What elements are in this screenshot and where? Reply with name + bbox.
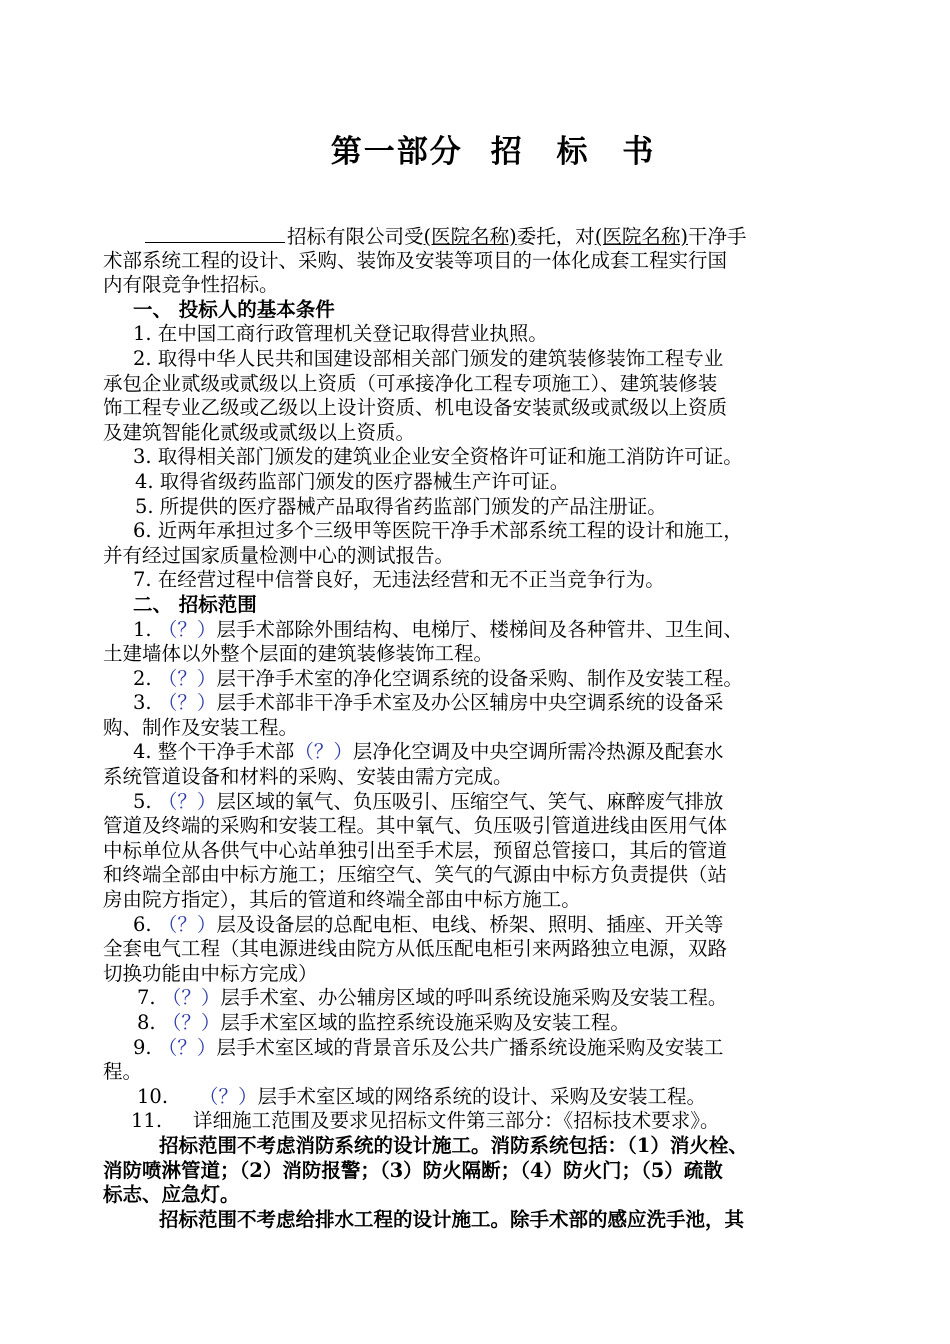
fire-exclusion-note: 招标范围不考虑消防系统的设计施工。消防系统包括：（1）消火栓、 [159,1133,748,1157]
scope-item-5-cont: 管道及终端的采购和安装工程。其中氧气、负压吸引管道进线由医用气体 [103,814,728,838]
scope-item-5-cont: 中标单位从各供气中心站单独引出至手术层，预留总管接口，其后的管道 [103,838,728,862]
condition-item-2-cont: 承包企业贰级或贰级以上资质（可承接净化工程专项施工）、建筑装修装 [103,371,718,395]
intro-line-1: 招标有限公司受(医院名称)委托，对(医院名称)干净手 [103,224,873,249]
scope-item-1-cont: 土建墙体以外整个层面的建筑装修装饰工程。 [103,642,494,666]
scope-item-5: 5. （？）层区域的氧气、负压吸引、压缩空气、笑气、麻醉废气排放 [133,789,724,813]
condition-item-2-cont: 及建筑智能化贰级或贰级以上资质。 [103,420,416,444]
document-body [103,224,873,1232]
intro-line-3: 内有限竞争性招标。 [103,273,279,297]
scope-item-3: 3. （？）层手术部非干净手术室及办公区辅房中央空调系统的设备采 [133,691,724,715]
scope-item-5-cont: 和终端全部由中标方施工；压缩空气、笑气的气源由中标方负责提供（站 [103,863,728,887]
floor-placeholder: （？） [294,740,353,764]
scope-item-9-cont: 程。 [103,1060,143,1084]
intro-line-2: 术部系统工程的设计、采购、装饰及安装等项目的一体化成套工程实行国 [103,248,728,272]
title-part: 第一部分 [330,134,463,170]
condition-item-2-cont: 饰工程专业乙级或乙级以上设计资质、机电设备安装贰级或贰级以上资质 [103,396,728,420]
floor-placeholder: （？） [157,912,217,936]
scope-item-4: 4. 整个干净手术部（？）层净化空调及中央空调所需冷热源及配套水 [133,740,724,764]
condition-item-6-cont: 并有经过国家质量检测中心的测试报告。 [103,543,455,567]
floor-placeholder: （？） [157,617,217,641]
scope-item-6-cont: 切换功能由中标方完成） [103,961,318,985]
floor-placeholder: （？） [161,1011,221,1034]
fire-exclusion-note-cont: 消防喷淋管道；（2）消防报警；（3）防火隔断；（4）防火门；（5）疏散 [103,1158,723,1182]
condition-item-4: 4. 取得省级药监部门颁发的医疗器械生产许可证。 [135,469,570,493]
scope-item-2: 2. （？）层干净手术室的净化空调系统的设备采购、制作及安装工程。 [133,666,743,690]
condition-item-6: 6. 近两年承担过多个三级甲等医院干净手术部系统工程的设计和施工， [133,519,743,543]
floor-placeholder: （？） [157,666,217,690]
floor-placeholder: （？） [157,789,217,813]
scope-item-4-cont: 系统管道设备和材料的采购、安装由需方完成。 [103,765,513,789]
fire-exclusion-note-cont: 标志、应急灯。 [103,1183,240,1207]
scope-item-11: 11. 详细施工范围及要求见招标文件第三部分：《招标技术要求》。 [131,1109,720,1133]
title-name: 招 标 书 [490,134,666,170]
company-name-blank [145,224,285,243]
floor-placeholder: （？） [157,1035,217,1059]
condition-item-2: 2. 取得中华人民共和国建设部相关部门颁发的建筑装修装饰工程专业 [133,346,724,370]
scope-item-3-cont: 购、制作及安装工程。 [103,715,299,739]
water-exclusion-note: 招标范围不考虑给排水工程的设计施工。除手术部的感应洗手池，其 [159,1207,745,1231]
condition-item-3: 3. 取得相关部门颁发的建筑业企业安全资格许可证和施工消防许可证。 [133,445,743,469]
floor-placeholder: （？） [199,1084,258,1108]
section-heading-2: 二、 招标范围 [133,592,257,616]
scope-item-5-cont: 房由院方指定），其后的管道和终端全部由中标方施工。 [103,888,581,912]
scope-item-7: 7. （？）层手术室、办公辅房区域的呼叫系统设施采购及安装工程。 [137,986,728,1010]
scope-item-9: 9. （？）层手术室区域的背景音乐及公共广播系统设施采购及安装工 [133,1035,724,1059]
scope-item-8: 8. （？）层手术室区域的监控系统设施采购及安装工程。 [137,1011,630,1034]
floor-placeholder: （？） [161,986,221,1010]
page-title [0,126,950,171]
condition-item-1: 1. 在中国工商行政管理机关登记取得营业执照。 [133,322,548,346]
scope-item-10: 10. （？）层手术室区域的网络系统的设计、采购及安装工程。 [137,1084,707,1108]
scope-item-1: 1. （？）层手术部除外围结构、电梯厅、楼梯间及各种管井、卫生间、 [133,617,743,641]
floor-placeholder: （？） [157,691,217,715]
scope-item-6: 6. （？）层及设备层的总配电柜、电线、桥架、照明、插座、开关等 [133,912,724,936]
scope-item-6-cont: 全套电气工程（其电源进线由院方从低压配电柜引来两路独立电源，双路 [103,937,728,961]
section-heading-1: 一、 投标人的基本条件 [133,297,335,321]
condition-item-7: 7. 在经营过程中信誉良好，无违法经营和无不正当竞争行为。 [133,568,665,592]
condition-item-5: 5. 所提供的医疗器械产品取得省药监部门颁发的产品注册证。 [135,494,667,518]
